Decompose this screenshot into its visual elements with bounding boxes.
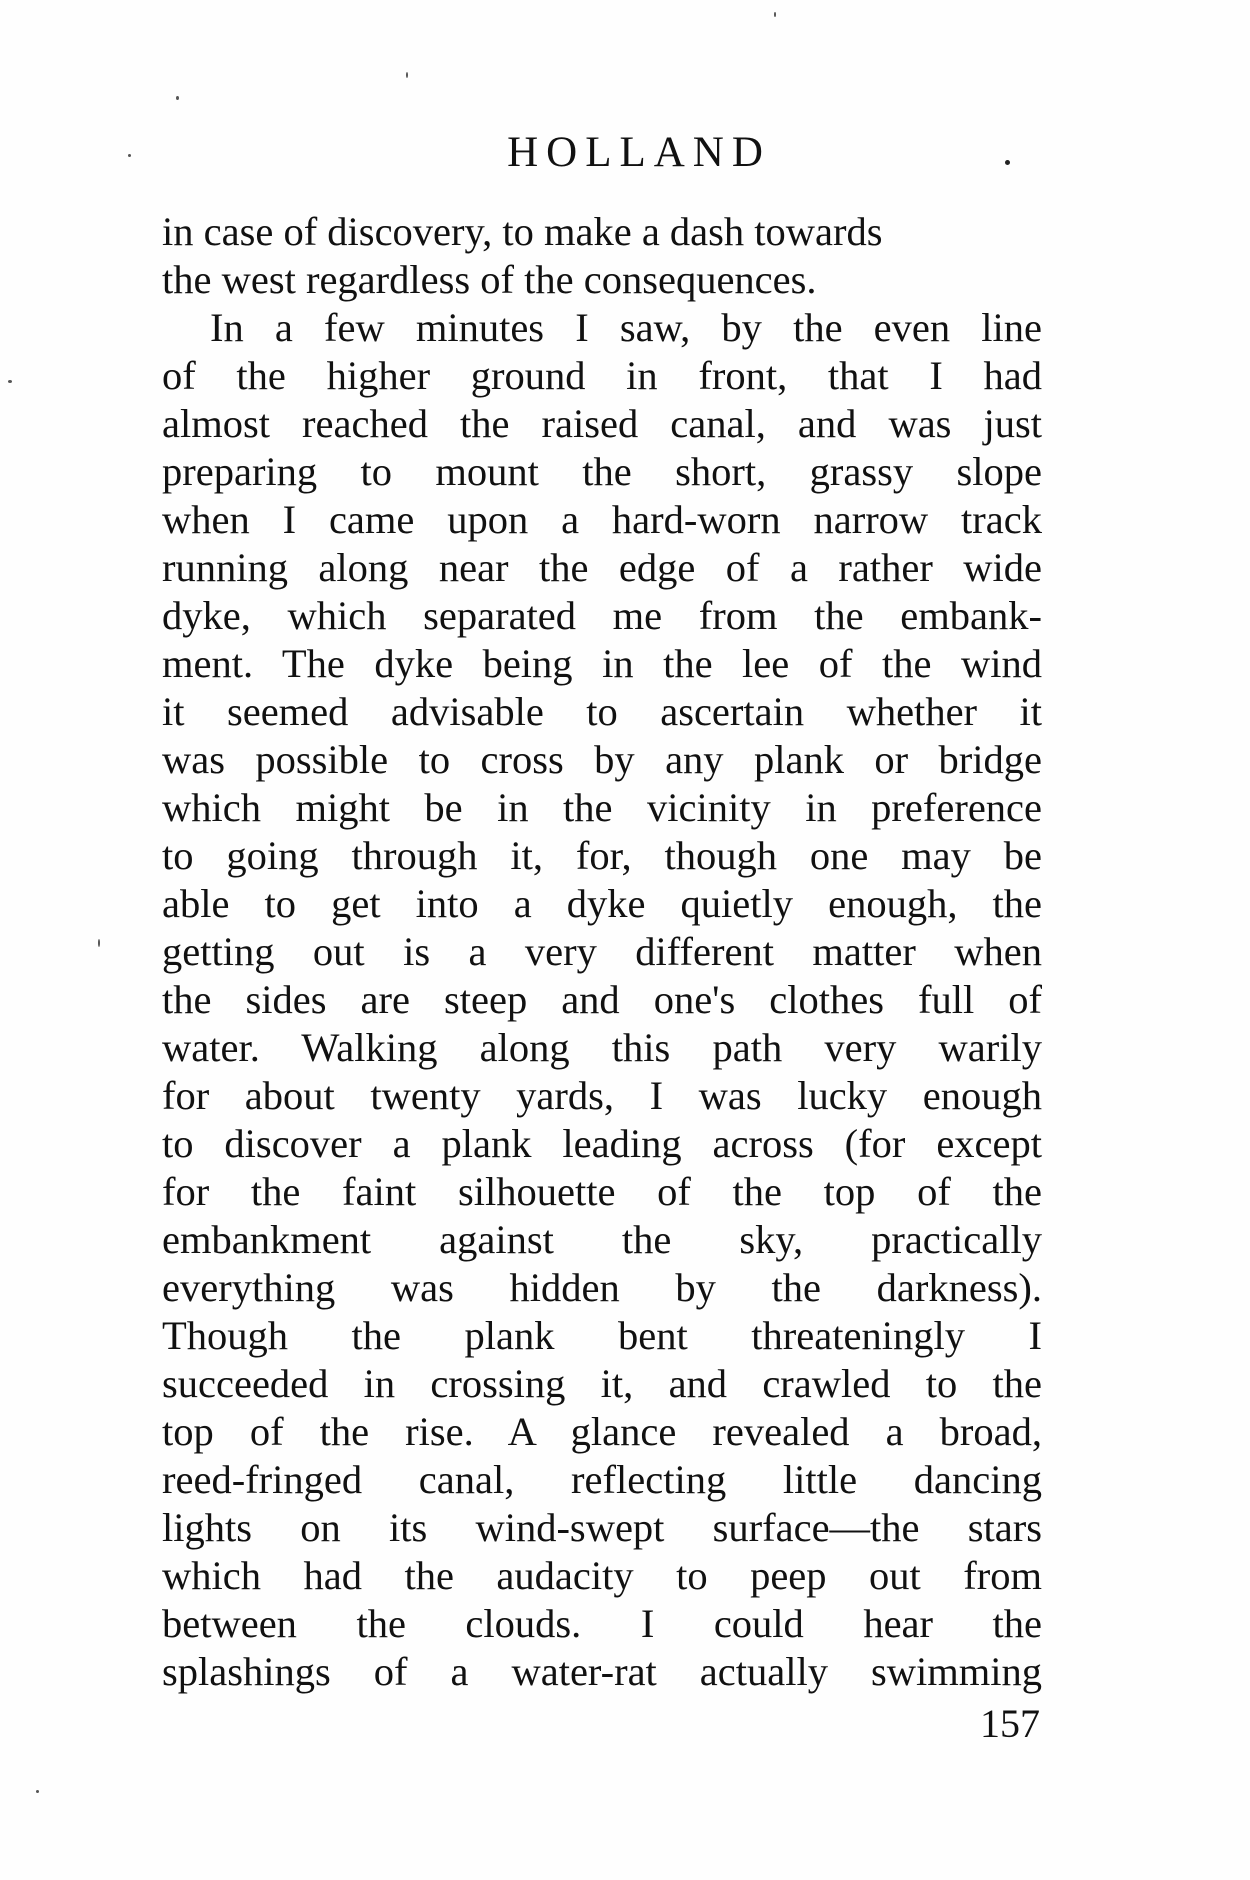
scan-speck bbox=[176, 96, 179, 100]
text-line: everything was hidden by the darkness). bbox=[162, 1265, 1042, 1310]
text-line: for the faint silhouette of the top of the bbox=[162, 1169, 1042, 1214]
page-number: 157 bbox=[980, 1701, 1040, 1746]
text-line: between the clouds. I could hear the bbox=[162, 1601, 1042, 1646]
text-line: running along near the edge of a rather wide bbox=[162, 545, 1042, 590]
text-line: it seemed advisable to ascertain whether it bbox=[162, 689, 1042, 734]
scan-speck bbox=[8, 380, 12, 383]
text-line: was possible to cross by any plank or bridge bbox=[162, 737, 1042, 782]
print-dot bbox=[1005, 160, 1010, 165]
text-line: of the higher ground in front, that I had bbox=[162, 353, 1042, 398]
body-text bbox=[162, 208, 1042, 1696]
text-line: the west regardless of the consequences. bbox=[162, 257, 817, 302]
text-line: lights on its wind-swept surface—the stars bbox=[162, 1505, 1042, 1550]
text-line: Though the plank bent threateningly I bbox=[162, 1313, 1042, 1358]
scan-speck bbox=[98, 939, 100, 947]
text-line: top of the rise. A glance revealed a broad, bbox=[162, 1409, 1042, 1454]
text-line: when I came upon a hard-worn narrow track bbox=[162, 497, 1042, 542]
text-line: getting out is a very different matter when bbox=[162, 929, 1042, 974]
text-line: embankment against the sky, practically bbox=[162, 1217, 1042, 1262]
text-line: reed-fringed canal, reflecting little dancing bbox=[162, 1457, 1042, 1502]
scan-speck bbox=[36, 1790, 39, 1793]
text-line: to going through it, for, though one may be bbox=[162, 833, 1042, 878]
text-line: able to get into a dyke quietly enough, the bbox=[162, 881, 1042, 926]
text-line: the sides are steep and one's clothes full of bbox=[162, 977, 1042, 1022]
scan-speck bbox=[774, 12, 776, 17]
text-line: splashings of a water-rat actually swimming bbox=[162, 1649, 1042, 1694]
text-line: ment. The dyke being in the lee of the wind bbox=[162, 641, 1042, 686]
text-line: which had the audacity to peep out from bbox=[162, 1553, 1042, 1598]
text-line: In a few minutes I saw, by the even line bbox=[210, 305, 1042, 350]
scan-speck bbox=[406, 72, 408, 78]
text-line: succeeded in crossing it, and crawled to the bbox=[162, 1361, 1042, 1406]
scan-speck bbox=[128, 154, 131, 157]
running-head: HOLLAND bbox=[507, 129, 771, 176]
text-line: which might be in the vicinity in preference bbox=[162, 785, 1042, 830]
text-line: in case of discovery, to make a dash towards bbox=[162, 209, 883, 254]
text-line: water. Walking along this path very warily bbox=[162, 1025, 1042, 1070]
text-line: dyke, which separated me from the embank- bbox=[162, 593, 1042, 638]
text-line: for about twenty yards, I was lucky enough bbox=[162, 1073, 1042, 1118]
text-line: preparing to mount the short, grassy slope bbox=[162, 449, 1042, 494]
text-line: to discover a plank leading across (for except bbox=[162, 1121, 1042, 1166]
text-line: almost reached the raised canal, and was just bbox=[162, 401, 1042, 446]
